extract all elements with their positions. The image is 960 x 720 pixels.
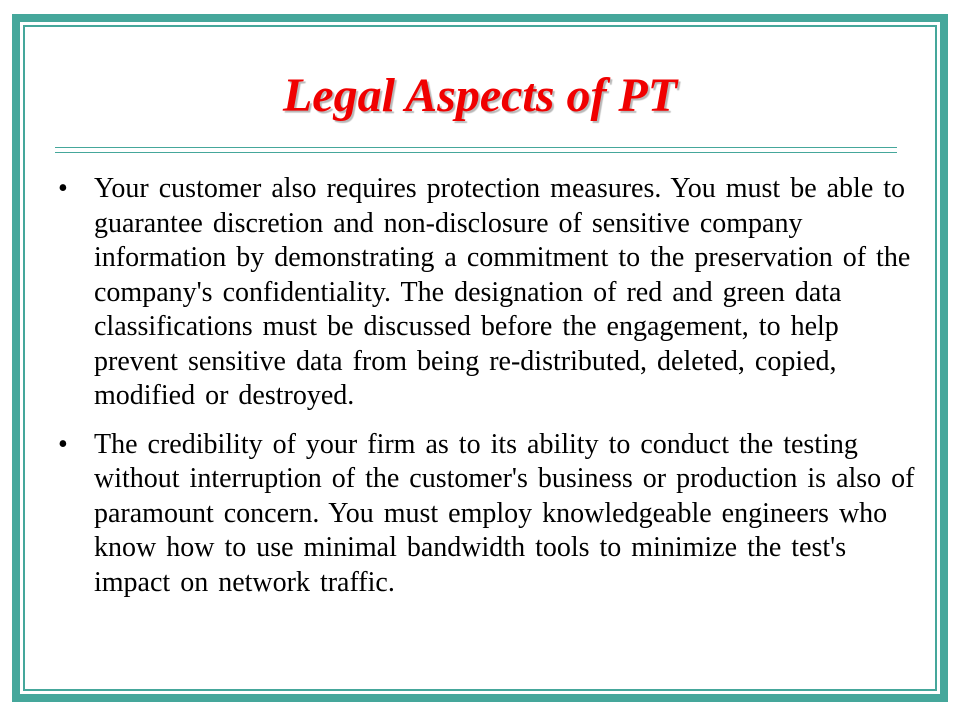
title-divider-top: [55, 147, 897, 148]
bullet-list: [56, 172, 916, 614]
bullet-text: The credibility of your firm as to its ability to conduct the testing without interruption of the customer's business or production is also of paramount concern. You must employ knowledgeable engineers who know how to use minimal bandwidth tools to minimize the test's impact on network traffic.: [94, 428, 915, 598]
bullet-item: [56, 172, 916, 414]
slide-title: Legal Aspects of PT: [282, 69, 678, 122]
title-divider-bottom: [55, 152, 897, 153]
bullet-icon: •: [58, 428, 68, 460]
bullet-icon: •: [58, 173, 68, 204]
bullet-item: [56, 428, 916, 601]
bullet-text: Your customer also requires protection measures. You must be able to guarantee discretion and non-disclosure of sensitive company information by demonstrating a commitment to the preservation of the company's confidentiality. The designation of red and green data classifications must be discussed before the engagement, to help prevent sensitive data from being re-distributed, deleted, copied, modified or destroyed.: [94, 173, 911, 411]
